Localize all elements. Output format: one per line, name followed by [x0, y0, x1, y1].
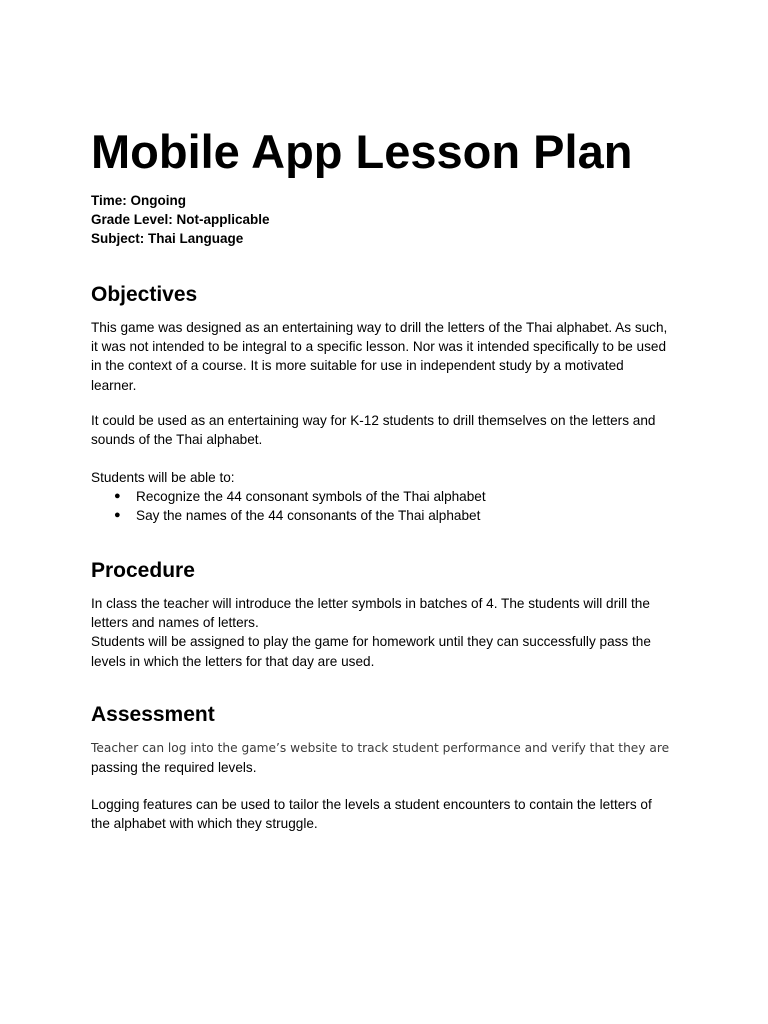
- assessment-paragraph-1: [91, 739, 676, 777]
- text-line: In class the teacher will introduce the letter symbols in batches of 4. The students will drill the: [91, 596, 650, 611]
- text-line: Teacher can log into the game’s website to track student performance and verify that they are: [91, 741, 670, 755]
- text-line: sounds of the Thai alphabet.: [91, 432, 263, 448]
- objectives-paragraph-2: [91, 411, 676, 449]
- text-line: It could be used as an entertaining way for K-12 students to drill themselves on the letters and: [91, 413, 656, 428]
- page-title: Mobile App Lesson Plan: [91, 125, 633, 178]
- text-line: Logging features can be used to tailor the levels a student encounters to contain the letters of: [91, 797, 652, 812]
- objectives-paragraph-1: [91, 318, 676, 395]
- text-line: Students will be able to:: [91, 470, 235, 485]
- meta-time: Time: Ongoing: [91, 193, 186, 208]
- meta-grade-level: Grade Level: Not-applicable: [91, 212, 270, 227]
- text-line: learner.: [91, 377, 137, 393]
- section-heading-assessment: Assessment: [91, 703, 215, 726]
- text-line: passing the required levels.: [91, 760, 257, 776]
- section-heading-procedure: Procedure: [91, 559, 195, 582]
- objectives-intro: [91, 468, 676, 487]
- text-line: This game was designed as an entertaining way to drill the letters of the Thai alphabet. As such,: [91, 320, 668, 335]
- assessment-paragraph-2: [91, 795, 676, 833]
- section-heading-objectives: Objectives: [91, 283, 198, 306]
- procedure-paragraph: [91, 594, 676, 671]
- list-item-text: Recognize the 44 consonant symbols of the Thai alphabet: [136, 489, 486, 504]
- text-line: it was not intended to be integral to a specific lesson. Nor was it intended specifically to be used: [91, 339, 667, 355]
- text-line: levels in which the letters for that day are used.: [91, 653, 375, 669]
- bullet-icon: ●: [114, 490, 121, 502]
- text-line: letters and names of letters.: [91, 615, 259, 631]
- bullet-icon: ●: [114, 509, 121, 522]
- lesson-meta: [91, 191, 270, 248]
- objectives-bullet-list: [91, 487, 486, 525]
- list-item: [91, 487, 486, 506]
- meta-subject: Subject: Thai Language: [91, 231, 244, 246]
- text-line: the alphabet with which they struggle.: [91, 816, 318, 832]
- list-item-text: Say the names of the 44 consonants of the Thai alphabet: [136, 508, 481, 524]
- list-item: [91, 506, 486, 525]
- text-line: in the context of a course. It is more suitable for use in independent study by a motivated: [91, 358, 624, 374]
- text-line: Students will be assigned to play the game for homework until they can successfully pass the: [91, 634, 651, 650]
